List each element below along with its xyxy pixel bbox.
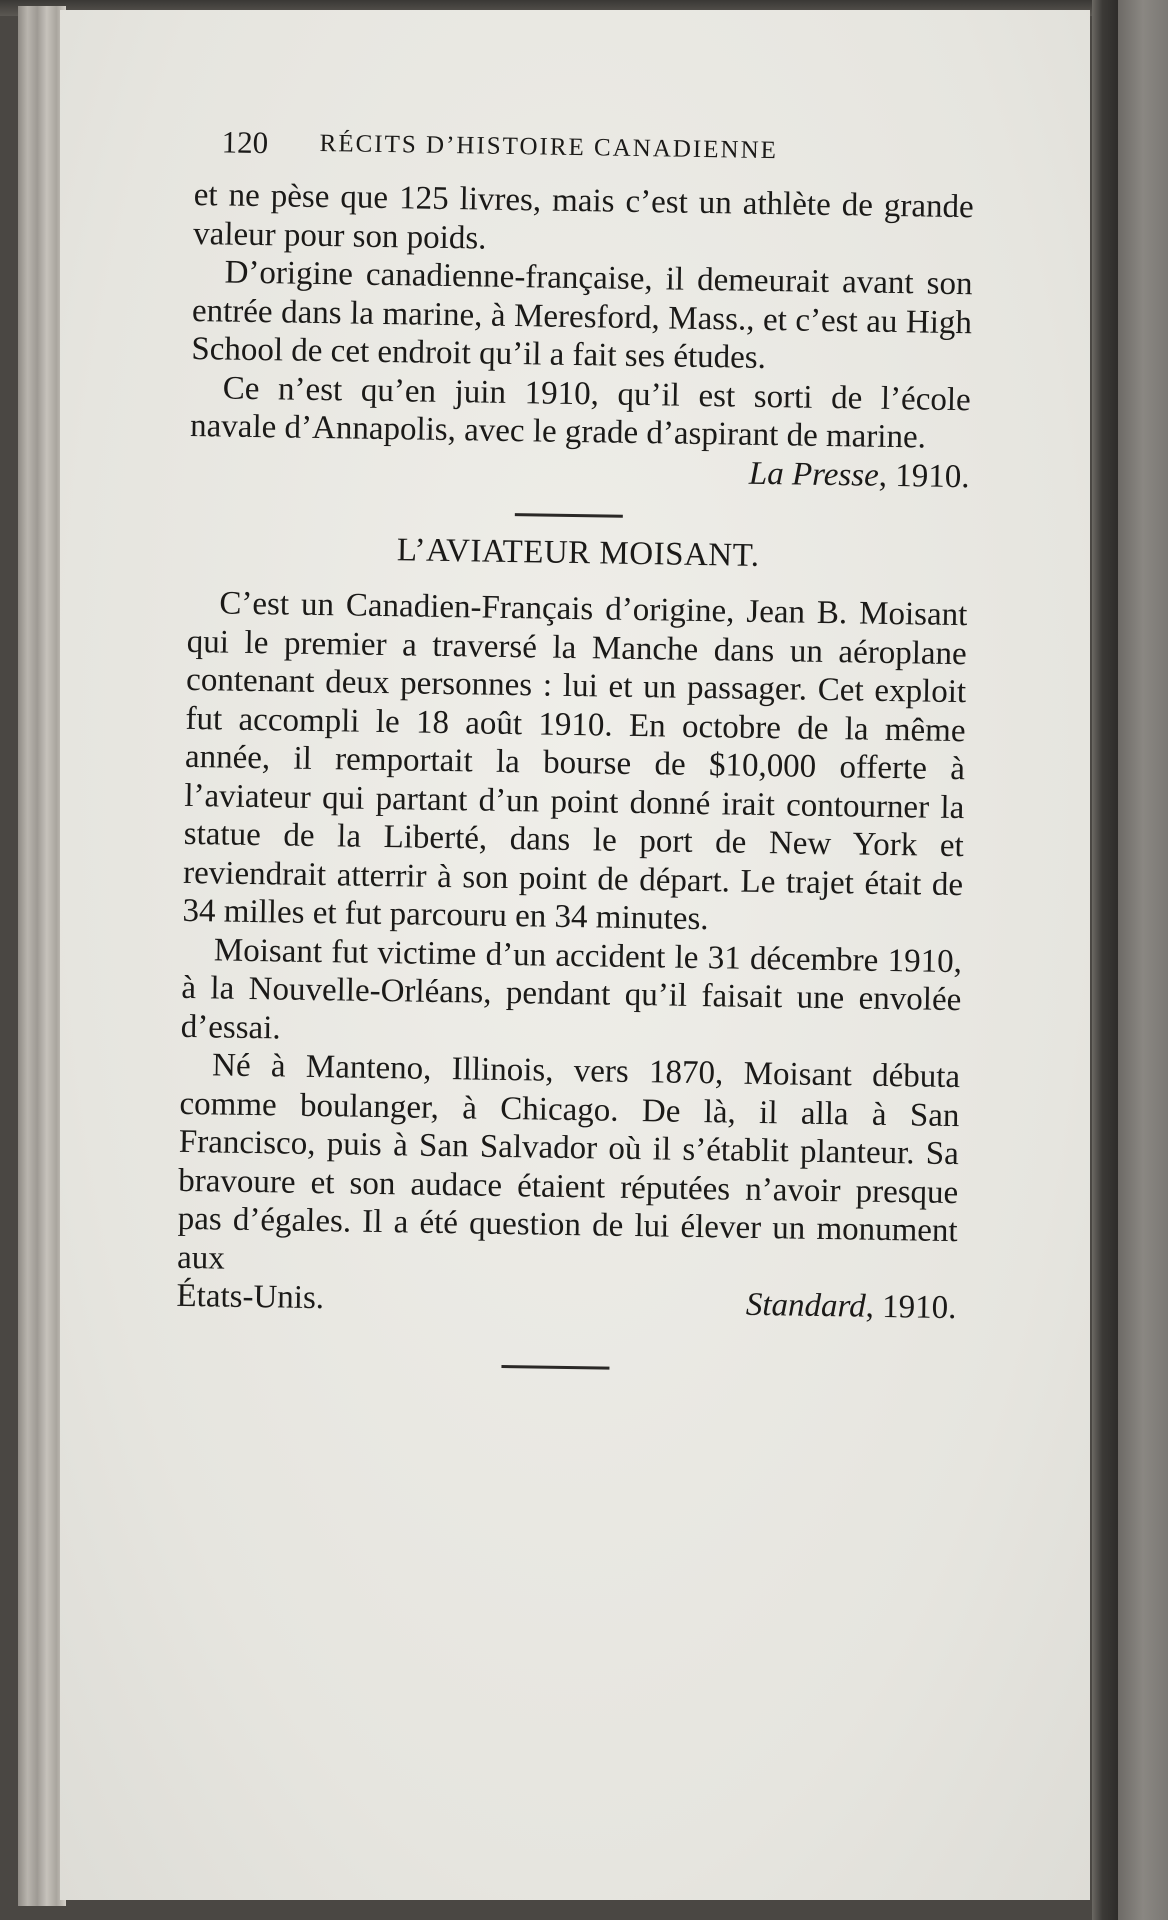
scan-right-margin	[1118, 0, 1168, 1920]
article1-source	[749, 454, 970, 496]
end-divider-rule	[501, 1364, 609, 1369]
article2-paragraph-3: Né à Manteno, Illinois, vers 1870, Moisant débuta comme boulanger, à Chicago. De là, il alla à San Francisco, puis à San Salvador où il s’établit planteur. Sa bravoure et son audace étaient réputées n’avoir presque pas d’égales. Il a été question de lui élever un monument aux	[176, 1047, 961, 1277]
book-gutter	[1092, 0, 1118, 1920]
article1-source-name: La Presse	[748, 455, 880, 494]
article2-source-year: , 1910.	[865, 1288, 957, 1327]
article2-source	[746, 1286, 957, 1328]
article2-title: L’AVIATEUR MOISANT.	[396, 532, 760, 574]
article2-source-name: Standard	[745, 1286, 866, 1325]
section-divider-rule	[515, 513, 623, 518]
article1-paragraph-1: et ne pèse que 125 livres, mais c’est un athlète de grande valeur pour son poids.	[192, 176, 975, 257]
article2-last-line: États-Unis.	[176, 1277, 325, 1317]
page-text-block	[175, 120, 995, 1393]
article1-source-spacer	[189, 445, 190, 483]
page-number: 120	[221, 124, 269, 161]
book-page-edges	[18, 6, 66, 1906]
running-head-title: RÉCITS D’HISTOIRE CANADIENNE	[319, 129, 779, 165]
article2-paragraph-1: C’est un Canadien-Français d’origine, Jean B. Moisant qui le premier a traversé la Manche dans un aéroplane contenant deux personnes : lui et un passager. Cet exploit fut accompli le 18 août 1910. En octobre de la même année, il remportait la bourse de $10,000 offerte à l’aviateur qui partant d’un point donné irait contourner la statue de la Liberté, dans le port de New York et reviendrait atterrir à son point de départ. Le trajet était de 34 milles et fut parcouru en 34 minutes.	[182, 585, 968, 938]
article1-paragraph-2: D’origine canadienne-française, il demeurait avant son entrée dans la marine, à Meresford, Mass., et c’est au High School de cet endroit qu’il a fait ses études.	[191, 254, 973, 376]
article1-paragraph-3: Ce n’est qu’en juin 1910, qu’il est sorti de l’école navale d’Annapolis, avec le grade d’aspirant de marine.	[189, 369, 971, 456]
article1-source-year: , 1910.	[878, 457, 970, 495]
article2-paragraph-2: Moisant fut victime d’un accident le 31 décembre 1910, à la Nouvelle-Orléans, pendant qu’il faisait une envolée d’essai.	[180, 931, 963, 1046]
